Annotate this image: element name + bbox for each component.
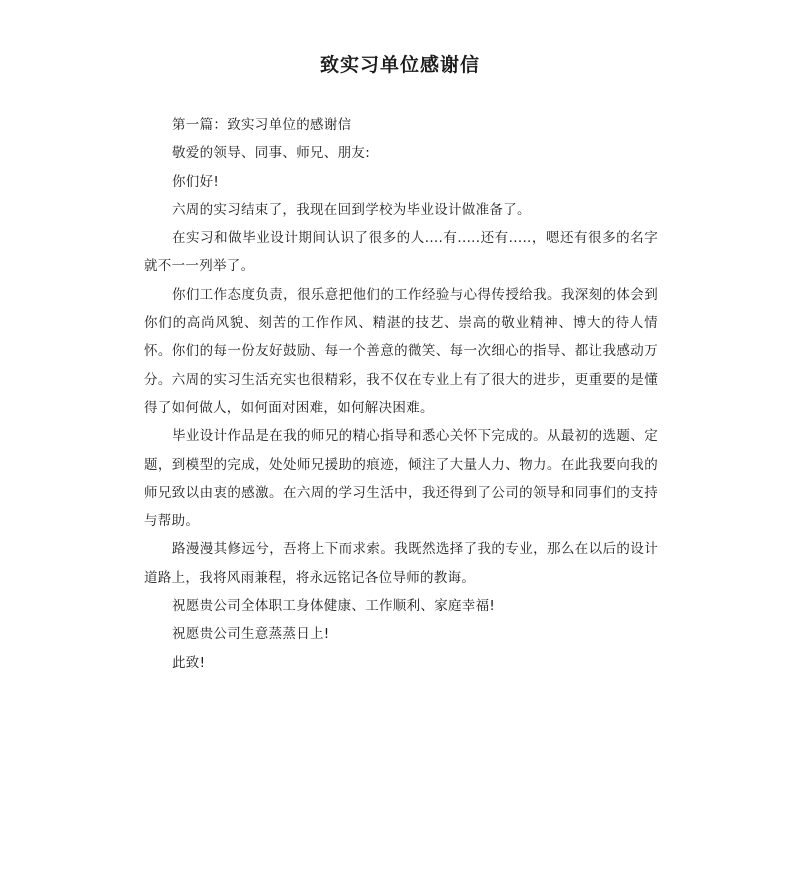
- letter-paragraph: 在实习和做毕业设计期间认识了很多的人....有.....还有.....，嗯还有很多的名字就不一一列举了。: [144, 230, 658, 275]
- letter-body: [144, 111, 658, 677]
- letter-paragraph: 毕业设计作品是在我的师兄的精心指导和悉心关怀下完成的。从最初的选题、定题，到模型的完成，处处师兄援助的痕迹，倾注了大量人力、物力。在此我要向我的师兄致以由衷的感激。在六周的学习生活中，我还得到了公司的领导和同事们的支持与帮助。: [144, 428, 658, 530]
- page-title: 致实习单位感谢信: [319, 54, 480, 76]
- letter-paragraph: 此致!: [172, 654, 206, 671]
- letter-paragraph: 敬爱的领导、同事、师兄、朋友:: [172, 145, 371, 162]
- letter-paragraph: 你们好!: [172, 173, 220, 190]
- letter-paragraph: 路漫漫其修远兮，吾将上下而求索。我既然选择了我的专业，那么在以后的设计道路上，我将风雨兼程，将永远铭记各位导师的教诲。: [144, 541, 658, 586]
- letter-paragraph: 祝愿贵公司生意蒸蒸日上!: [172, 626, 330, 643]
- letter-paragraph: 六周的实习结束了，我现在回到学校为毕业设计做准备了。: [172, 201, 531, 218]
- letter-paragraph: 第一篇：致实习单位的感谢信: [172, 117, 352, 133]
- letter-paragraph: 祝愿贵公司全体职工身体健康、工作顺利、家庭幸福!: [172, 598, 496, 615]
- letter-paragraph: 你们工作态度负责，很乐意把他们的工作经验与心得传授给我。我深刻的体会到你们的高尚风貌、刻苦的工作作风、精湛的技艺、崇高的敬业精神、博大的待人情怀。你们的每一份友好鼓励、每一个善意的微笑、每一次细心的指导、都让我感动万分。六周的实习生活充实也很精彩，我不仅在专业上有了很大的进步，更重要的是懂得了如何做人，如何面对困难，如何解决困难。: [144, 286, 658, 416]
